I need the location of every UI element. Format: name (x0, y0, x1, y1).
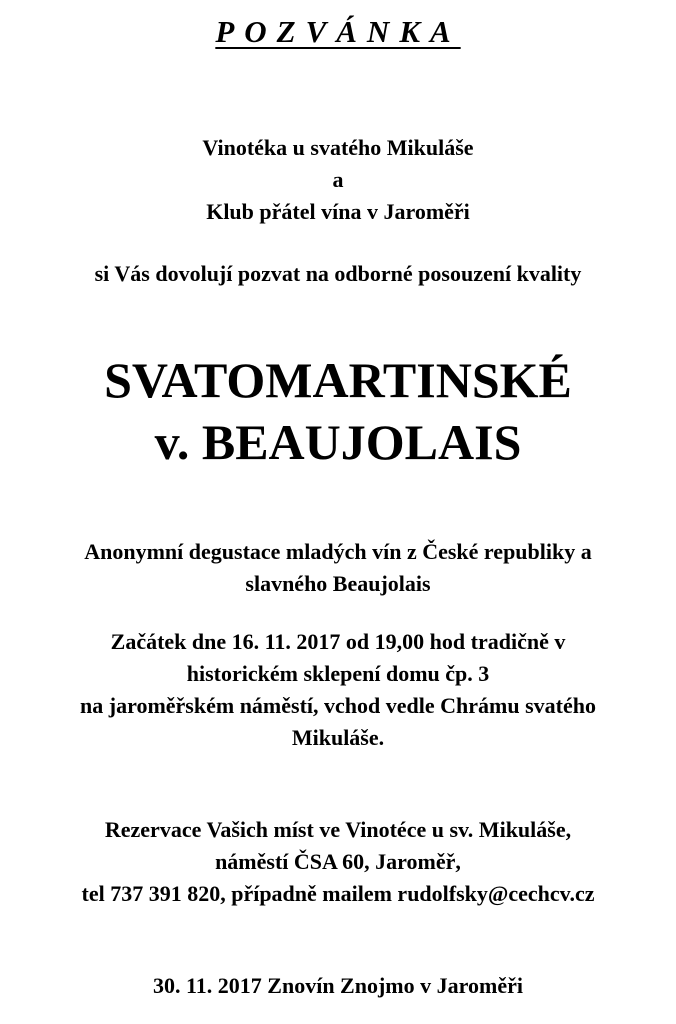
next-event: 30. 11. 2017 Znovín Znojmo v Jaroměři (153, 973, 523, 998)
host-conjunction: a (332, 167, 344, 192)
reservation-line-1: Rezervace Vašich míst ve Vinotéce u sv. Mikuláše, (104, 817, 572, 842)
reservation-line-2: náměstí ČSA 60, Jaroměř, (215, 849, 461, 874)
page-title-text: POZVÁNKA (215, 14, 461, 49)
host-line-2: Klub přátel vína v Jaroměři (206, 199, 470, 224)
description-line-1: Anonymní degustace mladých vín z České republiky a (84, 539, 592, 564)
event-title-line-1: SVATOMARTINSKÉ (104, 352, 572, 408)
page-title (0, 12, 676, 52)
details-line-3: na jaroměřském náměstí, vchod vedle Chrámu svatého (80, 693, 596, 718)
invite-text: si Vás dovolují pozvat na odborné posouzení kvality (94, 261, 582, 286)
details-line-4: Mikuláše. (291, 725, 385, 750)
description-line-2: slavného Beaujolais (245, 571, 431, 596)
reservation-line-3: tel 737 391 820, případně mailem rudolfsky@cechcv.cz (81, 881, 595, 906)
details-line-1: Začátek dne 16. 11. 2017 od 19,00 hod tradičně v (110, 629, 566, 654)
event-title-line-2: v. BEAUJOLAIS (154, 414, 522, 470)
host-line-1: Vinotéka u svatého Mikuláše (202, 135, 474, 160)
details-line-2: historickém sklepení domu čp. 3 (186, 661, 490, 686)
